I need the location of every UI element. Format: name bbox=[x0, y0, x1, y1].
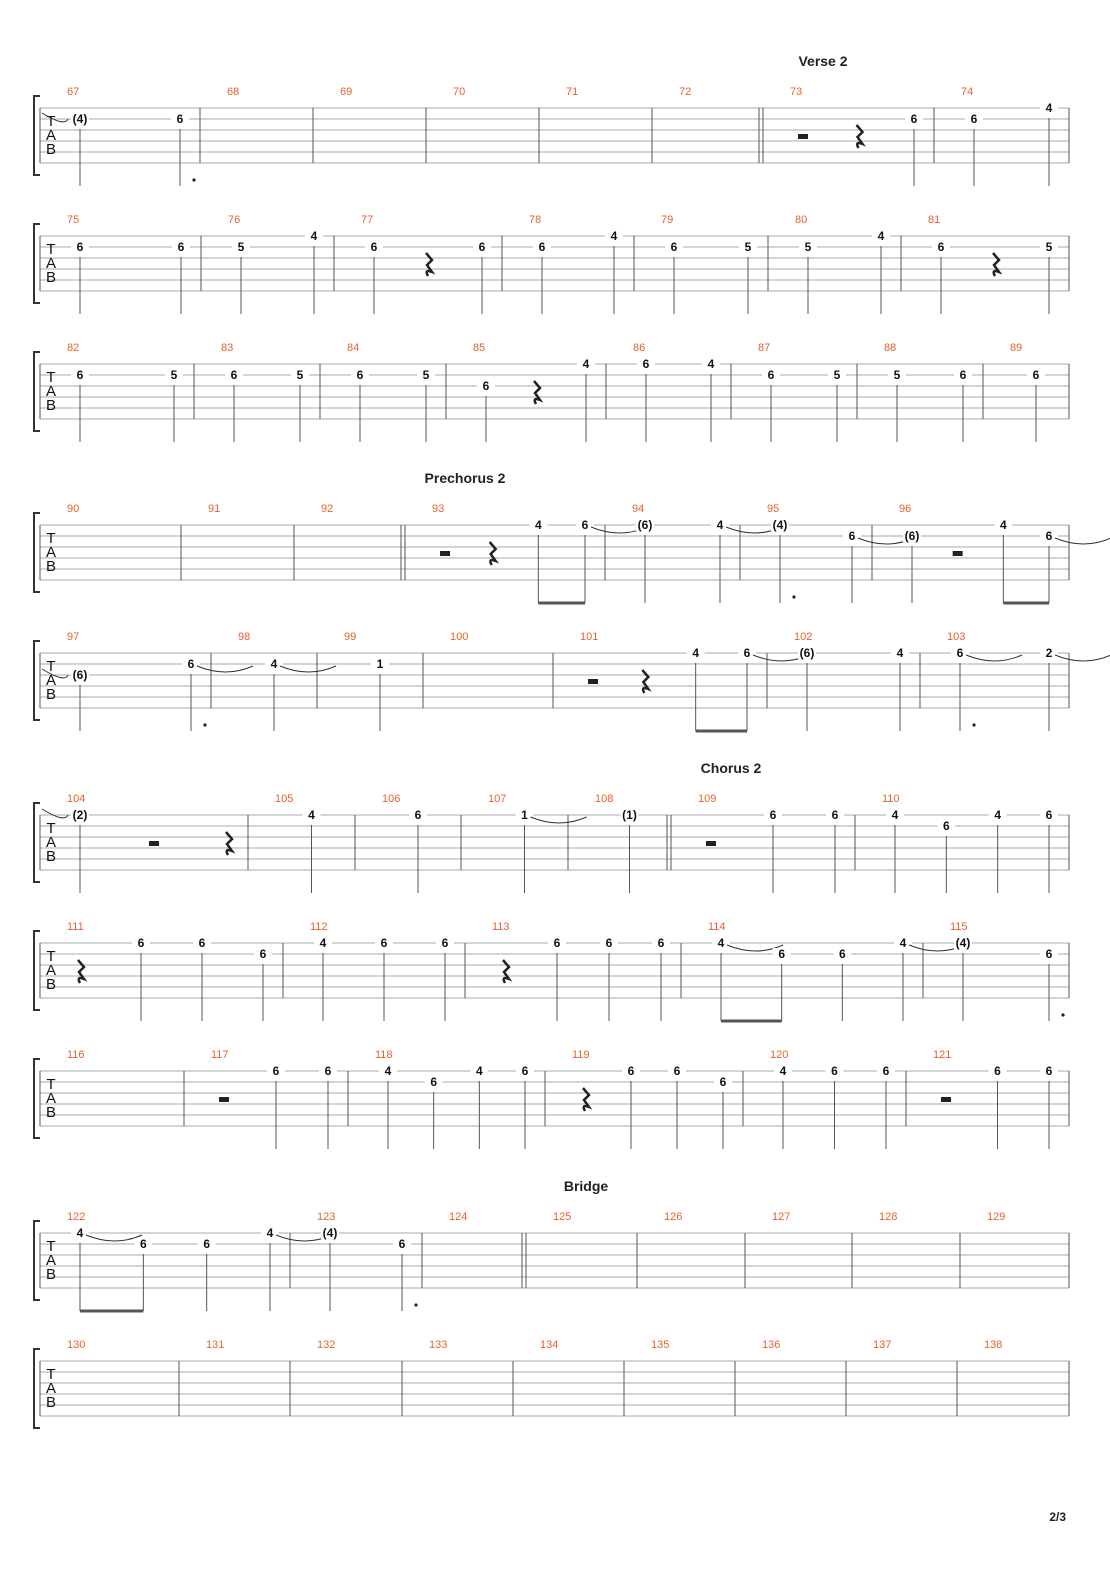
half-rest bbox=[588, 679, 598, 684]
rhythm-dot bbox=[203, 723, 206, 726]
fret-number: 4 bbox=[582, 357, 590, 371]
measure-number: 93 bbox=[432, 503, 445, 515]
fret-number: 6 bbox=[187, 657, 195, 671]
measure-number: 115 bbox=[950, 921, 968, 933]
fret-number: 6 bbox=[324, 1064, 332, 1078]
fret-number: 6 bbox=[848, 529, 856, 543]
tab-clef-letter: B bbox=[45, 976, 57, 993]
fret-number: 5 bbox=[237, 240, 245, 254]
fret-number: 6 bbox=[769, 808, 777, 822]
fret-number: (6) bbox=[72, 668, 88, 682]
fret-number: 1 bbox=[376, 657, 384, 671]
quarter-rest bbox=[226, 832, 232, 855]
fret-number: 6 bbox=[76, 368, 84, 382]
fret-number: 5 bbox=[893, 368, 901, 382]
fret-number: 1 bbox=[521, 808, 528, 822]
fret-number: 4 bbox=[994, 808, 1002, 822]
measure-number: 116 bbox=[67, 1049, 85, 1061]
tab-clef-letter: T bbox=[46, 241, 56, 258]
measure-number: 117 bbox=[211, 1049, 229, 1061]
measure-number: 79 bbox=[661, 214, 674, 226]
fret-number: 4 bbox=[899, 936, 907, 950]
fret-number: 6 bbox=[831, 1064, 838, 1078]
tie-arc bbox=[966, 655, 1022, 661]
fret-number: 5 bbox=[804, 240, 812, 254]
tab-clef-letter: B bbox=[45, 558, 57, 575]
measure-number: 136 bbox=[762, 1339, 781, 1351]
quarter-rest bbox=[857, 125, 863, 148]
fret-number: 4 bbox=[716, 518, 724, 532]
tab-system bbox=[34, 214, 1069, 314]
measure-number: 112 bbox=[310, 921, 328, 933]
measure-number: 108 bbox=[595, 793, 614, 805]
fret-number: 6 bbox=[642, 357, 650, 371]
measure-number: 128 bbox=[879, 1211, 898, 1223]
measure-number: 84 bbox=[347, 342, 360, 354]
measure-number: 100 bbox=[450, 631, 469, 643]
fret-number: 6 bbox=[1045, 529, 1053, 543]
tie-arc bbox=[197, 666, 253, 672]
fret-number: 6 bbox=[414, 808, 422, 822]
quarter-rest bbox=[534, 381, 540, 404]
fret-number: 6 bbox=[673, 1064, 681, 1078]
tab-clef-letter: T bbox=[46, 1366, 56, 1383]
measure-number: 114 bbox=[708, 921, 726, 933]
section-label: Verse 2 bbox=[798, 53, 848, 69]
measure-number: 101 bbox=[580, 631, 599, 643]
tab-clef-letter: B bbox=[45, 848, 57, 865]
measure-number: 95 bbox=[767, 503, 780, 515]
measure-number: 99 bbox=[344, 631, 357, 643]
fret-number: (4) bbox=[772, 518, 788, 532]
fret-number: 5 bbox=[1045, 240, 1053, 254]
fret-number: 6 bbox=[198, 936, 206, 950]
measure-number: 130 bbox=[67, 1339, 86, 1351]
measure-number: 113 bbox=[492, 921, 510, 933]
tab-clef-letter: T bbox=[46, 820, 56, 837]
tab-clef-letter: T bbox=[46, 369, 56, 386]
fret-number: 4 bbox=[779, 1064, 787, 1078]
measure-number: 122 bbox=[67, 1211, 86, 1223]
measure-number: 86 bbox=[633, 342, 646, 354]
measure-number: 87 bbox=[758, 342, 771, 354]
measure-number: 105 bbox=[275, 793, 294, 805]
rhythm-dot bbox=[972, 723, 975, 726]
measure-number: 133 bbox=[429, 1339, 448, 1351]
tab-clef-letter: A bbox=[45, 383, 57, 400]
system-bracket bbox=[34, 931, 40, 1010]
rhythm-dot bbox=[792, 595, 795, 598]
measure-number: 135 bbox=[651, 1339, 670, 1351]
tab-clef-letter: A bbox=[45, 1380, 57, 1397]
fret-number: 6 bbox=[910, 112, 918, 126]
fret-number: 6 bbox=[581, 518, 589, 532]
measure-number: 75 bbox=[67, 214, 80, 226]
half-rest bbox=[941, 1097, 951, 1102]
fret-number: 6 bbox=[76, 240, 84, 254]
fret-number: (1) bbox=[622, 808, 637, 822]
fret-number: 6 bbox=[838, 947, 846, 961]
section-label: Prechorus 2 bbox=[424, 470, 506, 486]
fret-number: 6 bbox=[398, 1237, 406, 1251]
measure-number: 134 bbox=[540, 1339, 559, 1351]
measure-number: 73 bbox=[790, 86, 803, 98]
measure-number: 131 bbox=[206, 1339, 225, 1351]
system-bracket bbox=[34, 1059, 40, 1138]
tab-system bbox=[34, 1049, 1069, 1149]
fret-number: 6 bbox=[1032, 368, 1040, 382]
fret-number: 6 bbox=[177, 240, 185, 254]
quarter-rest bbox=[642, 670, 648, 693]
measure-number: 78 bbox=[529, 214, 542, 226]
measure-number: 69 bbox=[340, 86, 353, 98]
fret-number: 6 bbox=[743, 646, 751, 660]
tab-clef-letter: A bbox=[45, 672, 57, 689]
fret-number: 5 bbox=[744, 240, 752, 254]
tab-clef-letter: A bbox=[45, 255, 57, 272]
fret-number: 6 bbox=[627, 1064, 635, 1078]
tab-clef-letter: T bbox=[46, 948, 56, 965]
fret-number: 6 bbox=[356, 368, 364, 382]
measure-number: 89 bbox=[1010, 342, 1023, 354]
fret-number: 4 bbox=[384, 1064, 392, 1078]
fret-number: 6 bbox=[942, 819, 950, 833]
measure-number: 127 bbox=[772, 1211, 791, 1223]
fret-number: 6 bbox=[1045, 1064, 1053, 1078]
fret-number: (4) bbox=[955, 936, 971, 950]
fret-number: 6 bbox=[882, 1064, 890, 1078]
measure-number: 88 bbox=[884, 342, 897, 354]
tab-clef-letter: T bbox=[46, 1076, 56, 1093]
half-rest bbox=[953, 551, 963, 556]
fret-number: 4 bbox=[310, 229, 318, 243]
measure-number: 137 bbox=[873, 1339, 892, 1351]
fret-number: 4 bbox=[266, 1226, 274, 1240]
measure-number: 110 bbox=[882, 793, 900, 805]
fret-number: 6 bbox=[478, 240, 486, 254]
tie-arc bbox=[1055, 655, 1110, 661]
tie-arc bbox=[280, 666, 336, 672]
quarter-rest bbox=[993, 253, 999, 276]
quarter-rest bbox=[583, 1088, 589, 1111]
measure-number: 106 bbox=[382, 793, 401, 805]
fret-number: 6 bbox=[538, 240, 546, 254]
tie-arc bbox=[1055, 538, 1110, 544]
measure-number: 119 bbox=[572, 1049, 590, 1061]
measure-number: 68 bbox=[227, 86, 240, 98]
measure-number: 104 bbox=[67, 793, 86, 805]
tab-system bbox=[34, 1178, 1069, 1311]
measure-number: 97 bbox=[67, 631, 80, 643]
fret-number: 6 bbox=[970, 112, 978, 126]
tab-clef-letter: B bbox=[45, 141, 57, 158]
fret-number: 4 bbox=[534, 518, 542, 532]
tab-system bbox=[34, 342, 1069, 442]
measure-number: 103 bbox=[947, 631, 966, 643]
measure-number: 83 bbox=[221, 342, 234, 354]
measure-number: 129 bbox=[987, 1211, 1006, 1223]
tab-clef-letter: T bbox=[46, 1238, 56, 1255]
tab-system bbox=[34, 470, 1110, 603]
measure-number: 121 bbox=[933, 1049, 952, 1061]
rhythm-dot bbox=[414, 1303, 417, 1306]
quarter-rest bbox=[78, 960, 84, 983]
fret-number: 6 bbox=[370, 240, 378, 254]
fret-number: 6 bbox=[1045, 808, 1053, 822]
system-bracket bbox=[34, 96, 40, 175]
measure-number: 67 bbox=[67, 86, 80, 98]
half-rest bbox=[219, 1097, 229, 1102]
quarter-rest bbox=[426, 253, 432, 276]
measure-number: 111 bbox=[67, 921, 84, 933]
system-bracket bbox=[34, 1221, 40, 1300]
measure-number: 102 bbox=[794, 631, 813, 643]
fret-number: 6 bbox=[778, 947, 786, 961]
measure-number: 96 bbox=[899, 503, 912, 515]
fret-number: 4 bbox=[76, 1226, 84, 1240]
fret-number: 6 bbox=[553, 936, 561, 950]
fret-number: 5 bbox=[833, 368, 841, 382]
fret-number: 6 bbox=[441, 936, 449, 950]
fret-number: 2 bbox=[1045, 646, 1053, 660]
fret-number: 4 bbox=[610, 229, 618, 243]
fret-number: 6 bbox=[831, 808, 839, 822]
measure-number: 98 bbox=[238, 631, 251, 643]
fret-number: 4 bbox=[707, 357, 715, 371]
measure-number: 72 bbox=[679, 86, 692, 98]
fret-number: 4 bbox=[999, 518, 1007, 532]
fret-number: 6 bbox=[994, 1064, 1001, 1078]
fret-number: (2) bbox=[72, 808, 88, 822]
fret-number: 6 bbox=[482, 379, 490, 393]
tab-clef-letter: T bbox=[46, 113, 56, 130]
system-bracket bbox=[34, 641, 40, 720]
fret-number: 4 bbox=[891, 808, 899, 822]
tab-clef-letter: B bbox=[45, 1266, 57, 1283]
fret-number: 6 bbox=[137, 936, 145, 950]
fret-number: 4 bbox=[692, 646, 700, 660]
measure-number: 120 bbox=[770, 1049, 789, 1061]
tab-clef-letter: T bbox=[46, 658, 56, 675]
tie-arc bbox=[531, 817, 587, 823]
fret-number: 6 bbox=[230, 368, 238, 382]
system-bracket bbox=[34, 803, 40, 882]
tab-system bbox=[34, 921, 1069, 1021]
measure-number: 70 bbox=[453, 86, 466, 98]
tab-clef-letter: A bbox=[45, 834, 57, 851]
measure-number: 107 bbox=[488, 793, 507, 805]
fret-number: 5 bbox=[422, 368, 430, 382]
measure-number: 126 bbox=[664, 1211, 683, 1223]
fret-number: 6 bbox=[1045, 947, 1053, 961]
fret-number: 6 bbox=[959, 368, 967, 382]
measure-number: 123 bbox=[317, 1211, 336, 1223]
fret-number: 4 bbox=[1045, 101, 1053, 115]
tab-clef-letter: A bbox=[45, 544, 57, 561]
fret-number: 5 bbox=[296, 368, 304, 382]
fret-number: 6 bbox=[670, 240, 678, 254]
tab-clef-letter: A bbox=[45, 1252, 57, 1269]
measure-number: 90 bbox=[67, 503, 80, 515]
measure-number: 82 bbox=[67, 342, 80, 354]
tab-clef-letter: A bbox=[45, 127, 57, 144]
tie-arc bbox=[42, 809, 68, 818]
measure-number: 71 bbox=[566, 86, 579, 98]
fret-number: (6) bbox=[904, 529, 920, 543]
fret-number: 4 bbox=[475, 1064, 483, 1078]
half-rest bbox=[440, 551, 450, 556]
measure-number: 74 bbox=[961, 86, 974, 98]
measure-number: 125 bbox=[553, 1211, 572, 1223]
quarter-rest bbox=[490, 542, 496, 565]
fret-number: 6 bbox=[430, 1075, 438, 1089]
tab-system bbox=[34, 53, 1069, 186]
measure-number: 80 bbox=[795, 214, 808, 226]
tab-system bbox=[34, 760, 1069, 893]
rhythm-dot bbox=[1061, 1013, 1064, 1016]
fret-number: 6 bbox=[380, 936, 388, 950]
fret-number: 6 bbox=[176, 112, 184, 126]
measure-number: 138 bbox=[984, 1339, 1003, 1351]
half-rest bbox=[706, 841, 716, 846]
tab-clef-letter: A bbox=[45, 1090, 57, 1107]
fret-number: 6 bbox=[657, 936, 665, 950]
tab-clef-letter: B bbox=[45, 269, 57, 286]
fret-number: (6) bbox=[799, 646, 815, 660]
page-number: 2/3 bbox=[1049, 1510, 1066, 1524]
fret-number: (6) bbox=[637, 518, 653, 532]
tab-clef-letter: B bbox=[45, 686, 57, 703]
measure-number: 118 bbox=[375, 1049, 393, 1061]
measure-number: 94 bbox=[632, 503, 645, 515]
measure-number: 132 bbox=[317, 1339, 336, 1351]
rhythm-dot bbox=[192, 178, 195, 181]
fret-number: 6 bbox=[272, 1064, 280, 1078]
fret-number: 4 bbox=[896, 646, 904, 660]
measure-number: 124 bbox=[449, 1211, 468, 1223]
fret-number: 4 bbox=[270, 657, 278, 671]
tab-clef-letter: B bbox=[45, 1394, 57, 1411]
measure-number: 109 bbox=[698, 793, 717, 805]
half-rest bbox=[149, 841, 159, 846]
fret-number: 6 bbox=[605, 936, 613, 950]
measure-number: 85 bbox=[473, 342, 486, 354]
fret-number: 6 bbox=[719, 1075, 727, 1089]
system-bracket bbox=[34, 352, 40, 431]
fret-number: 6 bbox=[139, 1237, 147, 1251]
fret-number: 6 bbox=[937, 240, 945, 254]
measure-number: 77 bbox=[361, 214, 374, 226]
quarter-rest bbox=[503, 960, 509, 983]
section-label: Bridge bbox=[563, 1178, 609, 1194]
system-bracket bbox=[34, 224, 40, 303]
section-label: Chorus 2 bbox=[700, 760, 762, 776]
tab-system bbox=[34, 1339, 1069, 1428]
fret-number: 6 bbox=[203, 1237, 211, 1251]
tab-clef-letter: T bbox=[46, 530, 56, 547]
tab-clef-letter: B bbox=[45, 397, 57, 414]
tie-arc bbox=[86, 1235, 142, 1241]
measure-number: 92 bbox=[321, 503, 334, 515]
fret-number: 4 bbox=[308, 808, 315, 822]
fret-number: 6 bbox=[767, 368, 775, 382]
measure-number: 91 bbox=[208, 503, 221, 515]
fret-number: 6 bbox=[259, 947, 267, 961]
measure-number: 81 bbox=[928, 214, 941, 226]
fret-number: 4 bbox=[319, 936, 327, 950]
tab-system bbox=[34, 631, 1110, 731]
system-bracket bbox=[34, 513, 40, 592]
tab-clef-letter: A bbox=[45, 962, 57, 979]
system-bracket bbox=[34, 1349, 40, 1428]
fret-number: 4 bbox=[877, 229, 885, 243]
fret-number: 4 bbox=[717, 936, 725, 950]
fret-number: 6 bbox=[956, 646, 964, 660]
fret-number: (4) bbox=[72, 112, 88, 126]
fret-number: (4) bbox=[322, 1226, 338, 1240]
fret-number: 5 bbox=[170, 368, 178, 382]
fret-number: 6 bbox=[521, 1064, 529, 1078]
tab-clef-letter: B bbox=[45, 1104, 57, 1121]
half-rest bbox=[798, 134, 808, 139]
measure-number: 76 bbox=[228, 214, 241, 226]
